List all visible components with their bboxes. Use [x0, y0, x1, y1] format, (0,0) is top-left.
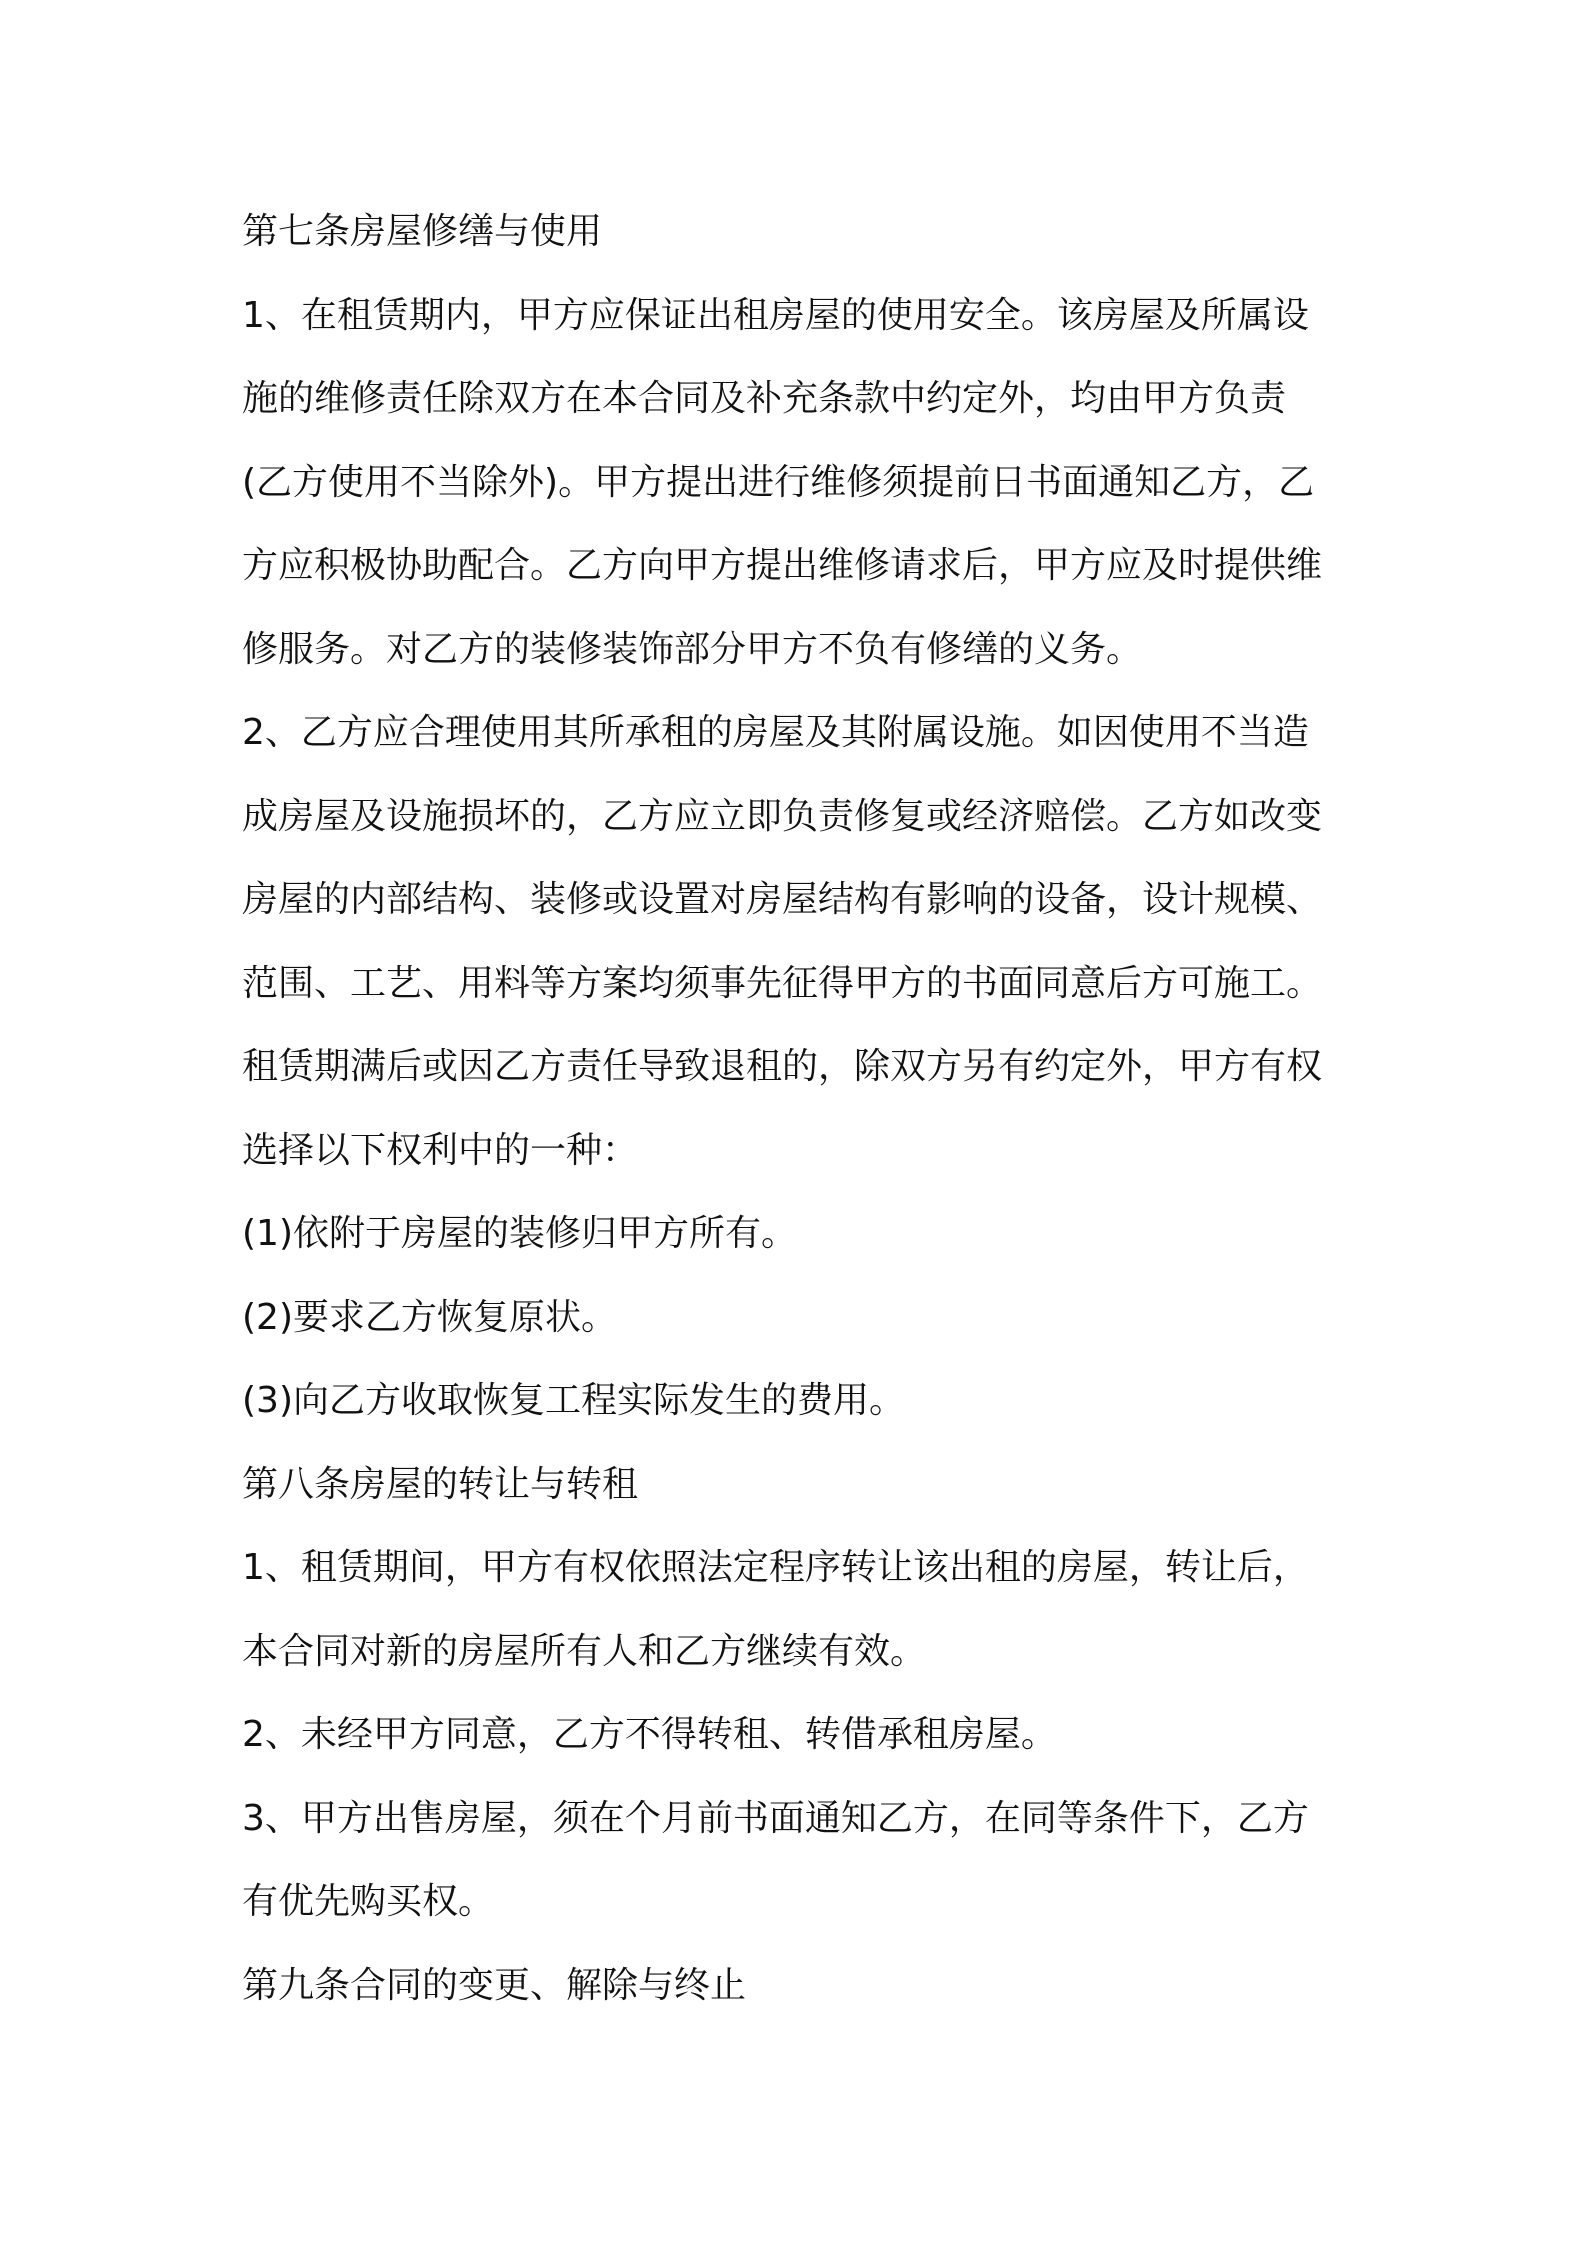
article-7-clause-1-line-5: 修服务。对乙方的装修装饰部分甲方不负有修缮的义务。: [242, 628, 1143, 670]
article-8-clause-3-line-2: 有优先购买权。: [242, 1881, 495, 1922]
article-9-heading: 第九条合同的变更、解除与终止: [242, 1964, 747, 2006]
option-2: (2)要求乙方恢复原状。: [242, 1296, 617, 1338]
article-8-clause-3-line-1: 3、甲方出售房屋，须在个月前书面通知乙方，在同等条件下，乙方: [242, 1797, 1309, 1839]
article-8-clause-1-line-1: 1、租赁期间，甲方有权依照法定程序转让该出租的房屋，转让后，: [242, 1547, 1309, 1588]
article-8-heading: 第八条房屋的转让与转租: [242, 1463, 639, 1505]
document-body: [242, 190, 1362, 2027]
article-8-clause-1-line-2: 本合同对新的房屋所有人和乙方继续有效。: [242, 1630, 927, 1672]
article-7-heading: 第七条房屋修缮与使用: [242, 211, 603, 252]
option-1: (1)依附于房屋的装修归甲方所有。: [242, 1213, 797, 1254]
article-7-clause-2-line-1: 2、乙方应合理使用其所承租的房屋及其附属设施。如因使用不当造: [242, 712, 1309, 753]
article-7-clause-1-line-2: 施的维修责任除双方在本合同及补充条款中约定外，均由甲方负责: [242, 378, 1287, 419]
article-7-clause-2-line-4: 范围、工艺、用料等方案均须事先征得甲方的书面同意后方可施工。: [242, 962, 1323, 1004]
article-7-clause-1-line-3: (乙方使用不当除外)。甲方提出进行维修须提前日书面通知乙方，乙: [242, 461, 1315, 503]
article-7-clause-2-line-2: 成房屋及设施损坏的，乙方应立即负责修复或经济赔偿。乙方如改变: [242, 795, 1323, 837]
article-8-clause-2: 2、未经甲方同意，乙方不得转租、转借承租房屋。: [242, 1714, 1057, 1755]
article-7-clause-2-line-5: 租赁期满后或因乙方责任导致退租的，除双方另有约定外，甲方有权: [242, 1046, 1323, 1087]
article-7-clause-1-line-1: 1、在租赁期内，甲方应保证出租房屋的使用安全。该房屋及所属设: [242, 294, 1309, 336]
article-7-clause-2-line-6: 选择以下权利中的一种：: [242, 1129, 639, 1171]
article-7-clause-1-line-4: 方应积极协助配合。乙方向甲方提出维修请求后，甲方应及时提供维: [242, 545, 1323, 586]
article-7-clause-2-line-3: 房屋的内部结构、装修或设置对房屋结构有影响的设备，设计规模、: [242, 879, 1323, 920]
option-3: (3)向乙方收取恢复工程实际发生的费用。: [242, 1380, 905, 1421]
